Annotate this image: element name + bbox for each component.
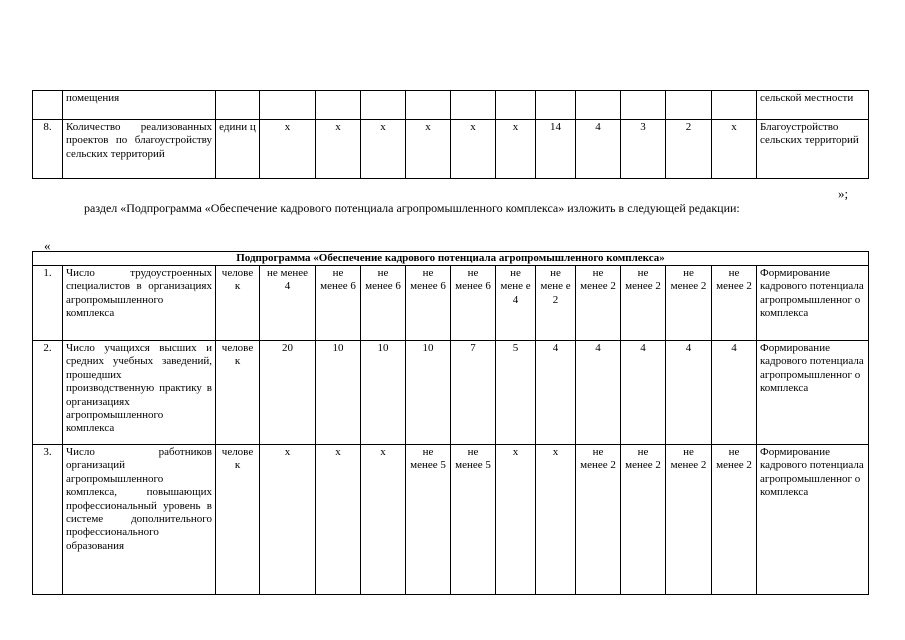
- value-cell: [666, 91, 712, 120]
- table-row: [33, 91, 869, 120]
- value-cell: 7: [451, 341, 496, 445]
- value-cell: не менее 2: [621, 445, 666, 595]
- value-cell: х: [406, 120, 451, 179]
- value-cell: 4: [621, 341, 666, 445]
- row-number: 3.: [33, 445, 63, 595]
- indicator-name: Число учащихся высших и средних учебных заведений, прошедших производственную практику в организациях агропромышленного комплекса: [63, 341, 216, 445]
- value-cell: [406, 91, 451, 120]
- unit-cell: едини ц: [216, 120, 260, 179]
- value-cell: 4: [712, 341, 757, 445]
- value-cell: [316, 91, 361, 120]
- value-cell: [536, 91, 576, 120]
- value-cell: 10: [316, 341, 361, 445]
- unit-cell: челове к: [216, 266, 260, 341]
- value-cell: не менее 2: [621, 266, 666, 341]
- value-cell: не мене е 2: [536, 266, 576, 341]
- value-cell: не менее 6: [406, 266, 451, 341]
- direction-cell: Благоустройство сельских территорий: [757, 120, 869, 179]
- value-cell: 10: [361, 341, 406, 445]
- opening-quote: «: [44, 238, 51, 253]
- value-cell: [621, 91, 666, 120]
- indicator-name: Число работников организаций агропромышленного комплекса, повышающих профессиональный уровень в системе дополнительного профессионального образования: [63, 445, 216, 595]
- value-cell: не менее 2: [576, 266, 621, 341]
- indicator-name: помещения: [63, 91, 216, 120]
- table-row: [33, 341, 869, 445]
- value-cell: х: [496, 120, 536, 179]
- value-cell: 14: [536, 120, 576, 179]
- value-cell: не менее 2: [712, 266, 757, 341]
- direction-cell: сельской местности: [757, 91, 869, 120]
- table-row: [33, 266, 869, 341]
- table-row: [33, 120, 869, 179]
- value-cell: х: [361, 120, 406, 179]
- closing-quote: »;: [838, 186, 849, 201]
- value-cell: 20: [260, 341, 316, 445]
- unit-cell: челове к: [216, 445, 260, 595]
- indicator-name: Число трудоустроенных специалистов в организациях агропромышленного комплекса: [63, 266, 216, 341]
- value-cell: [576, 91, 621, 120]
- value-cell: х: [451, 120, 496, 179]
- row-number: [33, 91, 63, 120]
- value-cell: х: [260, 120, 316, 179]
- row-number: 8.: [33, 120, 63, 179]
- table-caption-row: [33, 252, 869, 266]
- value-cell: не менее 2: [666, 266, 712, 341]
- subprogram-title: Подпрограмма «Обеспечение кадрового потенциала агропромышленного комплекса»: [33, 252, 869, 266]
- value-cell: 3: [621, 120, 666, 179]
- subprogram-table: [32, 251, 869, 595]
- value-cell: не менее 2: [666, 445, 712, 595]
- value-cell: х: [496, 445, 536, 595]
- value-cell: 4: [576, 120, 621, 179]
- direction-cell: Формирование кадрового потенциала агропромышленног о комплекса: [757, 341, 869, 445]
- value-cell: не менее 5: [406, 445, 451, 595]
- value-cell: 4: [536, 341, 576, 445]
- row-number: 2.: [33, 341, 63, 445]
- row-number: 1.: [33, 266, 63, 341]
- value-cell: х: [712, 120, 757, 179]
- value-cell: не менее 2: [576, 445, 621, 595]
- value-cell: х: [536, 445, 576, 595]
- unit-cell: [216, 91, 260, 120]
- value-cell: 4: [666, 341, 712, 445]
- value-cell: [361, 91, 406, 120]
- direction-cell: Формирование кадрового потенциала агропромышленног о комплекса: [757, 445, 869, 595]
- amendment-paragraph: раздел «Подпрограмма «Обеспечение кадрового потенциала агропромышленного комплекса» изложить в следующей редакции:: [84, 201, 740, 215]
- value-cell: х: [316, 445, 361, 595]
- value-cell: 10: [406, 341, 451, 445]
- indicator-name: Количество реализованных проектов по благоустройству сельских территорий: [63, 120, 216, 179]
- value-cell: х: [361, 445, 406, 595]
- value-cell: не менее 6: [316, 266, 361, 341]
- value-cell: [260, 91, 316, 120]
- value-cell: не менее 6: [361, 266, 406, 341]
- direction-cell: Формирование кадрового потенциала агропромышленног о комплекса: [757, 266, 869, 341]
- value-cell: не менее 2: [712, 445, 757, 595]
- value-cell: не менее 5: [451, 445, 496, 595]
- value-cell: [451, 91, 496, 120]
- value-cell: не мене е 4: [496, 266, 536, 341]
- unit-cell: челове к: [216, 341, 260, 445]
- value-cell: х: [316, 120, 361, 179]
- value-cell: [496, 91, 536, 120]
- value-cell: 2: [666, 120, 712, 179]
- indicators-table-continued: [32, 90, 869, 179]
- value-cell: не менее 4: [260, 266, 316, 341]
- value-cell: [712, 91, 757, 120]
- value-cell: не менее 6: [451, 266, 496, 341]
- value-cell: 4: [576, 341, 621, 445]
- value-cell: 5: [496, 341, 536, 445]
- table-row: [33, 445, 869, 595]
- value-cell: х: [260, 445, 316, 595]
